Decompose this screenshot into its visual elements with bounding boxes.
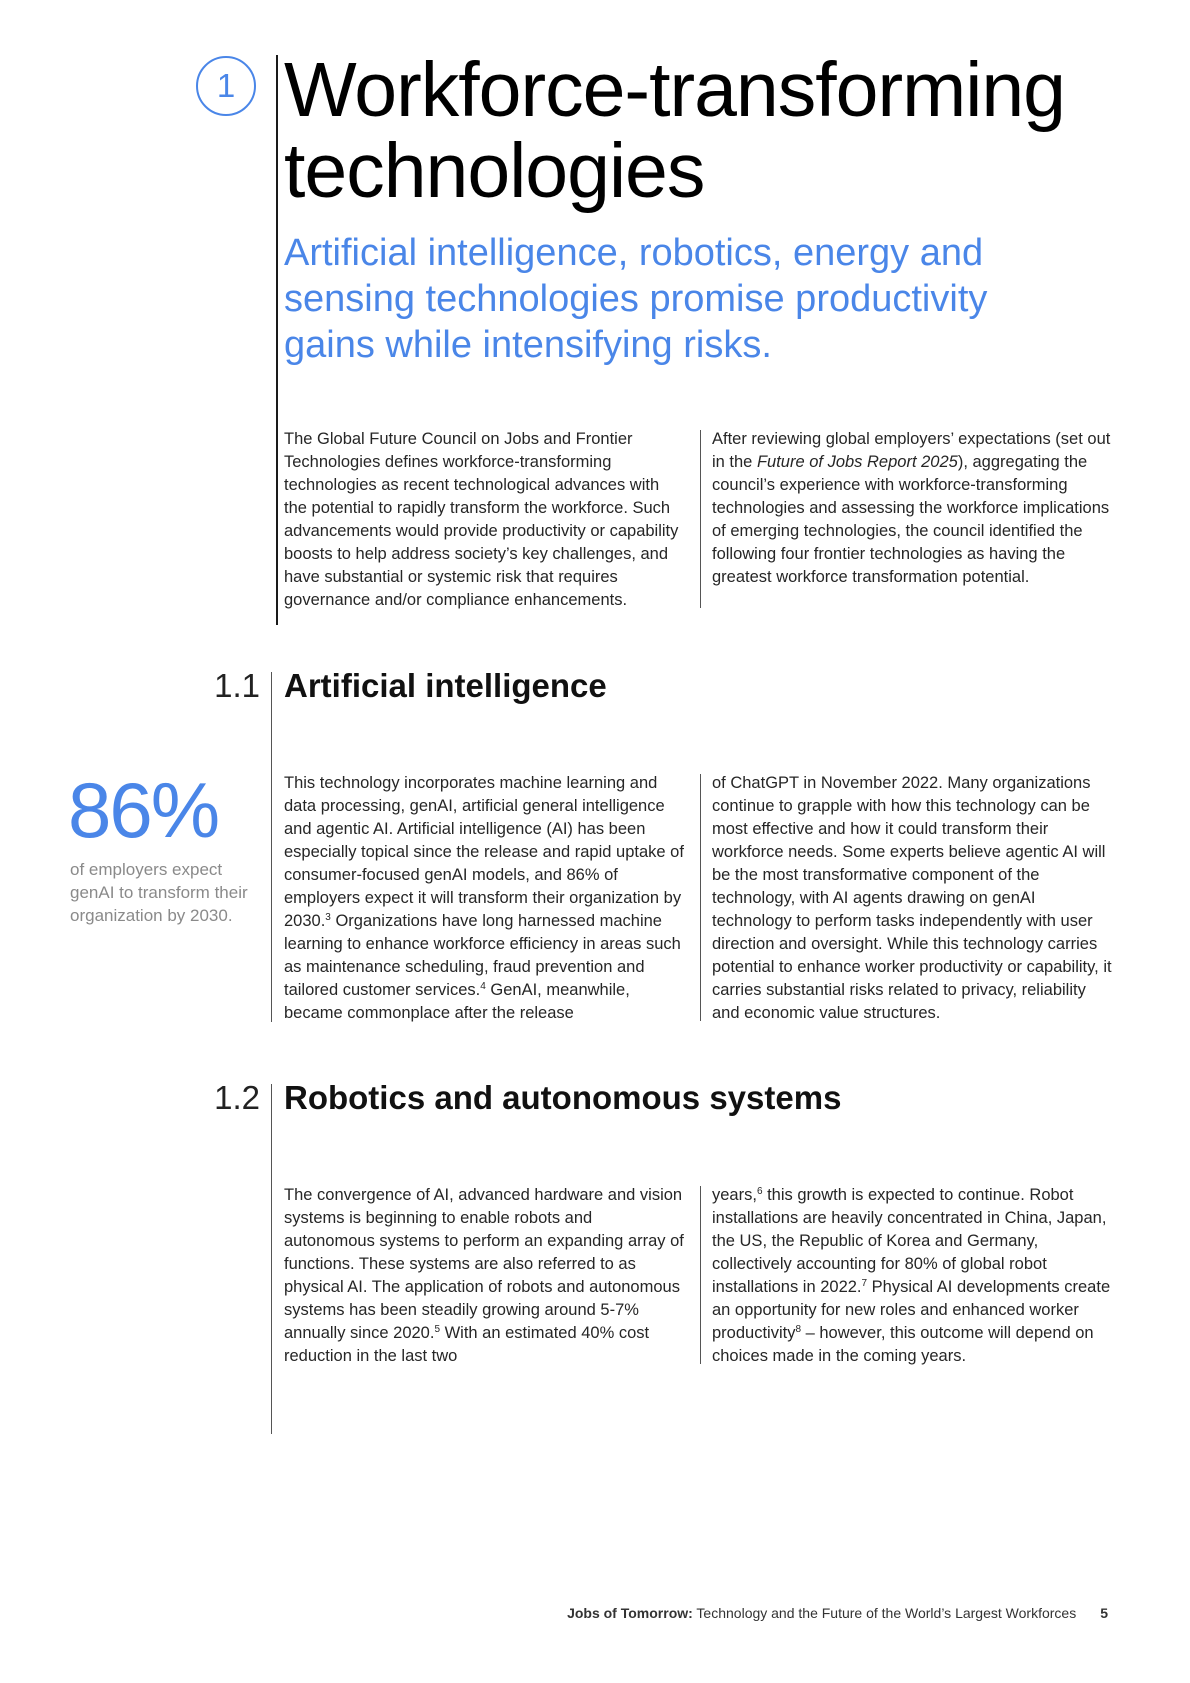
stat-caption: of employers expect genAI to transform their organization by 2030. (70, 860, 248, 925)
section-number-1-2: 1.2 (214, 1079, 260, 1116)
intro-right-paragraph (712, 428, 1112, 589)
section-title-artificial-intelligence: Artificial intelligence (284, 667, 607, 704)
chapter-divider-rule (276, 55, 278, 625)
report-title-italic: Future of Jobs Report 2025 (756, 453, 958, 471)
robotics-left-text-2: With an estimated 40% cost reduction in the last two (284, 1324, 650, 1365)
intro-right-text-2: ), aggregating the council’s experience with workforce-transforming technologies and assessing the workforce implications of emerging technologies, the council identified the following four frontier technologies as having the greatest workforce transformation potential. (712, 453, 1110, 586)
footnote-ref-6: 6 (756, 1186, 763, 1197)
ai-left-text-1: This technology incorporates machine learning and data processing, genAI, artificial general intelligence and agentic AI. Artificial intelligence (AI) has been especially topical since the release and rapid uptake of consumer-focused genAI models, and 86% of employers expect it will transform their organization by 2030. (284, 774, 684, 930)
intro-column-rule (700, 430, 701, 608)
footnote-ref-8: 8 (795, 1324, 802, 1335)
footnote-ref-4: 4 (480, 981, 486, 992)
robotics-left-text-1: The convergence of AI, advanced hardware and vision systems is beginning to enable robots and autonomous systems to perform an expanding array of functions. These systems are also referred to as physical AI. The application of robots and autonomous systems has been steadily growing around 5-7% annually since 2020. (284, 1186, 684, 1342)
ai-left-text-3: GenAI, meanwhile, became commonplace after the release (284, 981, 630, 1022)
chapter-title (284, 47, 1144, 214)
footer-report-subtitle: Technology and the Future of the World’s Largest Workforces (692, 1605, 1077, 1621)
robotics-right-paragraph (712, 1184, 1112, 1368)
section-title-robotics: Robotics and autonomous systems (284, 1079, 842, 1116)
section-1-2-rule (271, 1084, 272, 1434)
stat-value: 86% (68, 766, 219, 854)
section-number-1-1: 1.1 (214, 667, 260, 704)
robotics-right-text-3: Physical AI developments create an opportunity for new roles and enhanced worker productivity (712, 1278, 1111, 1342)
footer-report-name: Jobs of Tomorrow: (567, 1605, 693, 1621)
ai-column-rule (700, 774, 701, 1021)
chapter-number-badge: 1 (196, 56, 256, 116)
ai-left-paragraph (284, 772, 684, 1025)
chapter-title-line-1: Workforce-transforming (284, 47, 1066, 133)
intro-right-text-1: After reviewing global employers’ expectations (set out in the (712, 430, 1111, 471)
robotics-right-text-4: – however, this outcome will depend on choices made in the coming years. (712, 1324, 1094, 1365)
page-footer (567, 1605, 1108, 1621)
page-number: 5 (1100, 1605, 1108, 1621)
section-1-1-rule (271, 672, 272, 1022)
robotics-left-paragraph (284, 1184, 684, 1368)
ai-left-text-2: Organizations have long harnessed machine learning to enhance workforce efficiency in areas such as maintenance scheduling, fraud prevention and tailored customer services. (284, 912, 681, 999)
robotics-right-text-2: this growth is expected to continue. Robot installations are heavily concentrated in China, Japan, the US, the Republic of Korea and Germany, collectively accounting for 80% of global robot installations in 2022. (712, 1186, 1107, 1296)
ai-right-paragraph: of ChatGPT in November 2022. Many organizations continue to grapple with how this technology can be most effective and how it could transform their workforce needs. Some experts believe agentic AI will be the most transformative component of the technology, with AI agents drawing on genAI technology to perform tasks independently with user direction and oversight. While this technology carries potential to enhance worker productivity or capability, it carries substantial risks related to privacy, reliability and economic value structures. (712, 774, 1112, 1022)
chapter-title-line-2: technologies (284, 128, 705, 214)
robotics-right-text-1: years, (712, 1186, 757, 1204)
intro-left-paragraph: The Global Future Council on Jobs and Frontier Technologies defines workforce-transforming technologies as recent technological advances with the potential to rapidly transform the workforce. Such advancements would provide productivity or capability boosts to help address society’s key challenges, and have substantial or systemic risk that requires governance and/or compliance enhancements. (284, 430, 679, 609)
footnote-ref-5: 5 (434, 1324, 441, 1335)
chapter-lead: Artificial intelligence, robotics, energy and sensing technologies promise productivity gains while intensifying risks. (284, 232, 988, 366)
robotics-column-rule (700, 1186, 701, 1364)
footnote-ref-7: 7 (861, 1278, 868, 1289)
footnote-ref-3: 3 (325, 912, 331, 923)
